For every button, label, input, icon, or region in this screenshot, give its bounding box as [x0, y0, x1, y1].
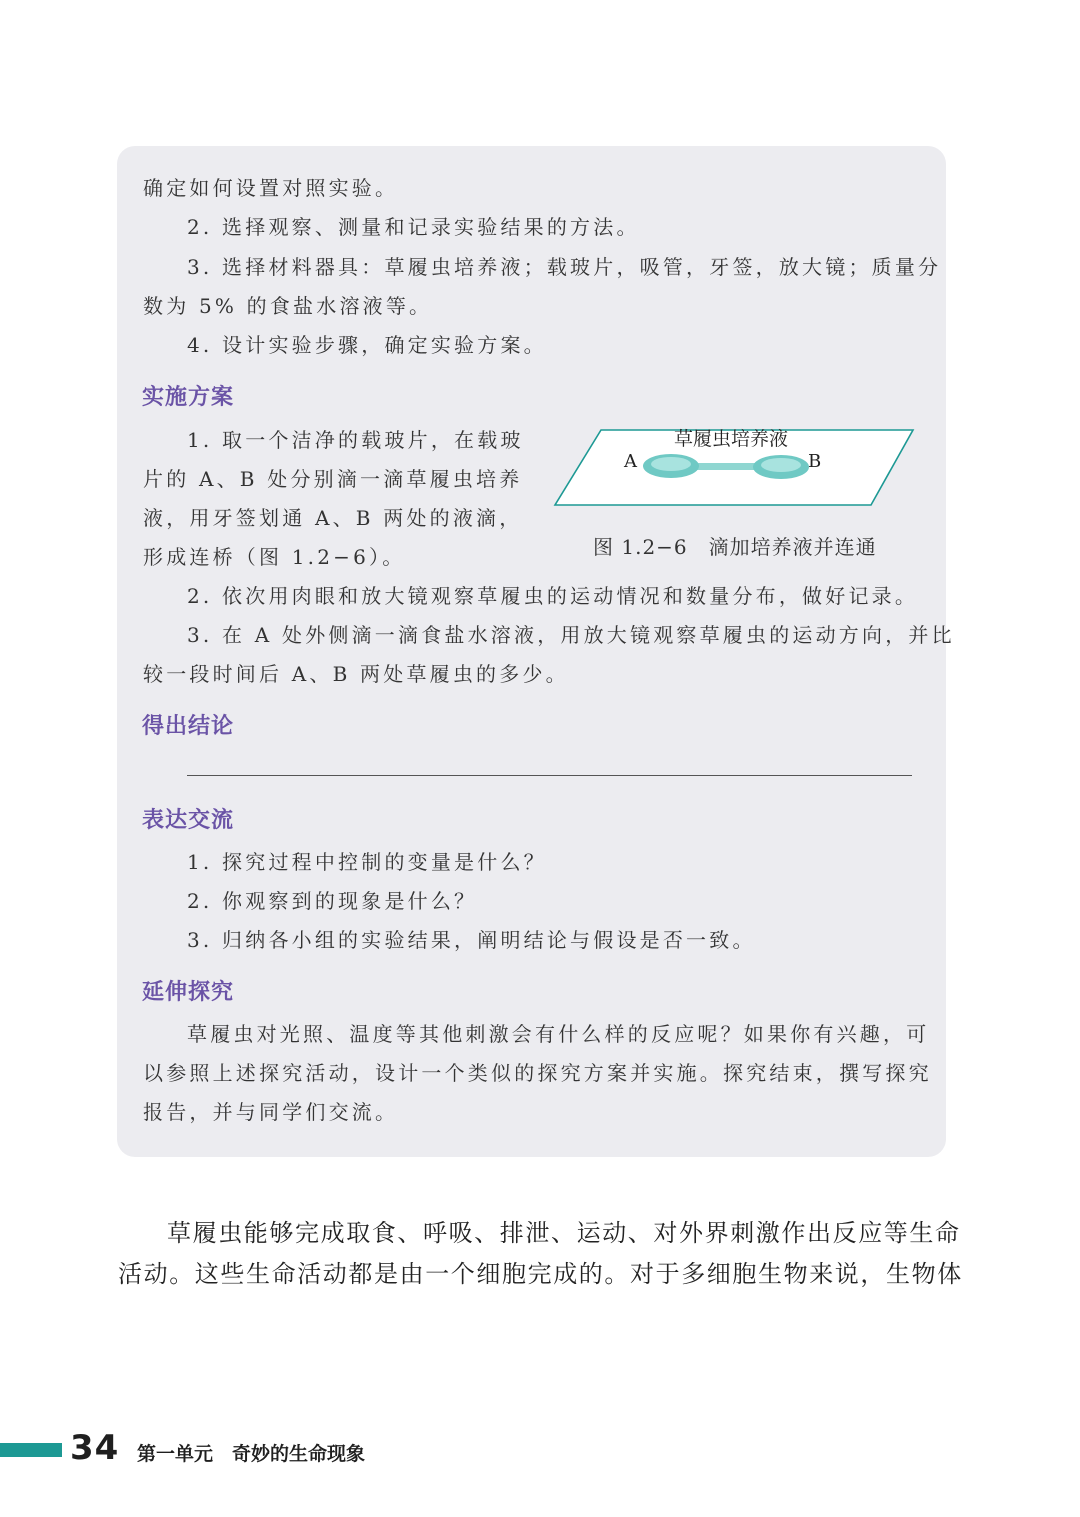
express-item-2: 2. 你观察到的现象是什么？	[187, 889, 478, 913]
unit-title: 第一单元 奇妙的生命现象	[137, 1443, 366, 1465]
prep-item-3: 3. 选择材料器具：草履虫培养液；载玻片，吸管，牙签，放大镜；质量分	[187, 255, 942, 279]
label-a: A	[624, 451, 637, 472]
heading-extend: 延伸探究	[142, 980, 235, 1005]
impl-step-3: 3. 在 A 处外侧滴一滴食盐水溶液，用放大镜观察草履虫的运动方向，并比	[187, 623, 955, 647]
impl-step-2: 2. 依次用肉眼和放大镜观察草履虫的运动情况和数量分布，做好记录。	[187, 584, 919, 608]
footer-accent-bar	[0, 1443, 62, 1457]
culture-label: 草履虫培养液	[673, 428, 789, 450]
body-paragraph-line-1: 草履虫能够完成取食、呼吸、排泄、运动、对外界刺激作出反应等生命	[167, 1219, 961, 1247]
page-number: 34	[70, 1428, 120, 1468]
label-b: B	[808, 451, 822, 472]
prep-item-2: 2. 选择观察、测量和记录实验结果的方法。	[187, 215, 640, 239]
slide-figure	[553, 423, 918, 513]
conclusion-answer-line	[187, 775, 912, 776]
extend-line-1: 草履虫对光照、温度等其他刺激会有什么样的反应呢？如果你有兴趣，可	[187, 1022, 930, 1046]
figure-caption: 图 1.2−6 滴加培养液并连通	[593, 535, 877, 559]
express-item-1: 1. 探究过程中控制的变量是什么？	[187, 850, 547, 874]
heading-express: 表达交流	[142, 808, 235, 833]
express-item-3: 3. 归纳各小组的实验结果，阐明结论与假设是否一致。	[187, 928, 756, 952]
impl-step-1-line-1: 1. 取一个洁净的载玻片，在载玻	[187, 428, 524, 452]
heading-conclusion: 得出结论	[142, 714, 235, 739]
impl-step-1-line-4: 形成连桥（图 1.2−6）。	[143, 545, 406, 569]
prep-item-4: 4. 设计实验步骤，确定实验方案。	[187, 333, 547, 357]
drop-a-highlight	[651, 457, 691, 471]
prep-item-3-cont: 数为 5% 的食盐水溶液等。	[143, 294, 433, 318]
drop-b-highlight	[761, 458, 801, 472]
impl-step-1-line-3: 液，用牙签划通 A、B 两处的液滴，	[143, 506, 523, 530]
impl-step-3-cont: 较一段时间后 A、B 两处草履虫的多少。	[143, 662, 569, 686]
extend-line-2: 以参照上述探究活动，设计一个类似的探究方案并实施。探究结束，撰写探究	[143, 1061, 932, 1085]
impl-step-1-line-2: 片的 A、B 处分别滴一滴草履虫培养	[143, 467, 523, 491]
intro-line: 确定如何设置对照实验。	[143, 176, 399, 200]
heading-implement: 实施方案	[142, 385, 235, 410]
body-paragraph-line-2: 活动。这些生命活动都是由一个细胞完成的。对于多细胞生物来说，生物体	[118, 1260, 963, 1288]
extend-line-3: 报告，并与同学们交流。	[143, 1100, 399, 1124]
